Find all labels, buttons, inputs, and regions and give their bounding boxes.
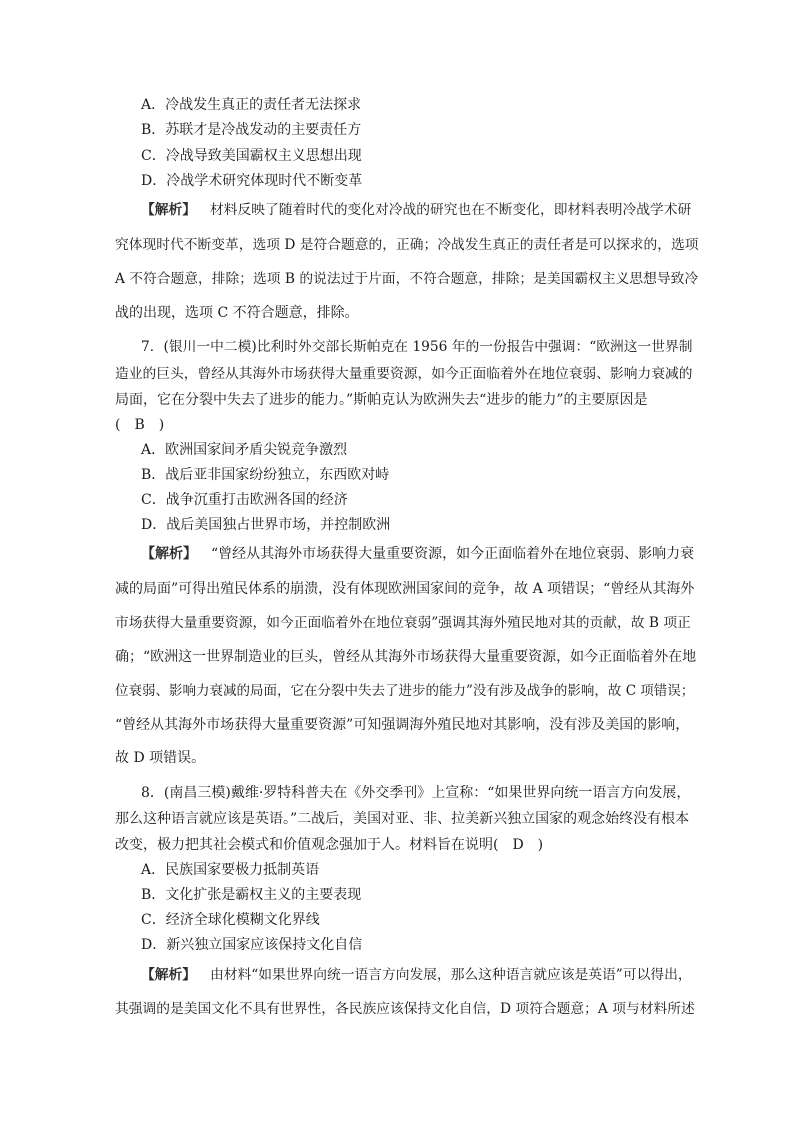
q6-analysis-line: 战的出现，选项 C 不符合题意，排除。 [115, 305, 359, 321]
q8-option-d: D．新兴独立国家应该保持文化自信 [141, 937, 363, 953]
q8-analysis-line [141, 965, 692, 985]
q7-analysis-line [141, 544, 694, 564]
q6-option-c: C．冷战导致美国霸权主义思想出现 [141, 148, 362, 164]
q8-option-c: C．经济全球化模糊文化界线 [141, 912, 320, 928]
q8-stem-line: 那么这种语言就应该是英语。”二战后，美国对亚、非、拉美新兴独立国家的观念始终没有根本 [115, 811, 690, 827]
q7-analysis-line: 确；“欧洲这一世界制造业的巨头，曾经从其海外市场获得大量重要资源，如今正面临着外在地 [115, 649, 697, 665]
q7-stem-line: 造业的巨头，曾经从其海外市场获得大量重要资源，如今正面临着外在地位衰弱、影响力衰减的 [115, 366, 693, 382]
q7-option-a: A．欧洲国家间矛盾尖锐竞争激烈 [141, 442, 348, 458]
q8-analysis-text: 由材料“如果世界向统一语言方向发展，那么这种语言就应该是英语”可以得出， [210, 967, 692, 983]
q8-option-b: B．文化扩张是霸权主义的主要表现 [141, 887, 362, 903]
q7-option-b: B．战后亚非国家纷纷独立，东西欧对峙 [141, 467, 390, 483]
q7-analysis-line: 位衰弱、影响力衰减的局面，它在分裂中失去了进步的能力”没有涉及战争的影响，故 C 项错误； [115, 683, 695, 699]
q7-stem-line: 局面，它在分裂中失去了进步的能力。”斯帕克认为欧洲失去“进步的能力”的主要原因是 [115, 392, 648, 408]
q6-analysis-line: A 不符合题意，排除；选项 B 的说法过于片面，不符合题意，排除；是美国霸权主义思想导致冷 [115, 271, 699, 287]
q6-option-b: B．苏联才是冷战发动的主要责任方 [141, 122, 362, 138]
q6-analysis-line [141, 200, 691, 220]
q7-analysis-line: 减的局面”可得出殖民体系的崩溃，没有体现欧洲国家间的竞争，故 A 项错误；“曾经从其海外 [115, 581, 695, 597]
q6-option-a: A．冷战发生真正的责任者无法探求 [141, 97, 362, 113]
q8-analysis-line: 其强调的是美国文化不具有世界性，各民族应该保持文化自信，D 项符合题意；A 项与材料所述 [115, 1001, 695, 1017]
q7-option-d: D．战后美国独占世界市场，并控制欧洲 [141, 517, 391, 533]
q6-option-d: D．冷战学术研究体现时代不断变革 [141, 173, 363, 189]
q6-analysis-text: 材料反映了随着时代的变化对冷战的研究也在不断变化，即材料表明冷战学术研 [210, 202, 692, 218]
q7-analysis-text: “曾经从其海外市场获得大量重要资源，如今正面临着外在地位衰弱、影响力衰 [211, 546, 695, 562]
q6-analysis-line: 究体现时代不断变革，选项 D 是符合题意的，正确；冷战发生真正的责任者是可以探求的，选项 [115, 237, 699, 253]
q8-analysis-tag: 【解析】 [141, 967, 197, 983]
q7-option-c: C．战争沉重打击欧洲各国的经济 [141, 492, 348, 508]
q7-stem-line: 7．(银川一中二模)比利时外交部长斯帕克在 1956 年的一份报告中强调：“欧洲这一世界制 [141, 339, 693, 355]
q7-analysis-line: “曾经从其海外市场获得大量重要资源”可知强调海外殖民地对其影响，没有涉及美国的影响， [115, 717, 690, 733]
q7-answer: ( B ) [115, 417, 165, 433]
q6-analysis-tag: 【解析】 [141, 202, 197, 218]
q7-analysis-line: 故 D 项错误。 [115, 750, 206, 766]
q7-analysis-tag: 【解析】 [141, 546, 197, 562]
q7-analysis-line: 市场获得大量重要资源，如今正面临着外在地位衰弱”强调其海外殖民地对其的贡献，故 B 项正 [115, 615, 691, 631]
q8-option-a: A．民族国家要极力抵制英语 [141, 862, 320, 878]
q8-stem-line: 改变，极力把其社会模式和价值观念强加于人。材料旨在说明( D ) [115, 837, 544, 853]
q8-stem-line: 8．(南昌三模)戴维·罗特科普夫在《外交季刊》上宣称：“如果世界向统一语言方向发展， [141, 785, 691, 801]
